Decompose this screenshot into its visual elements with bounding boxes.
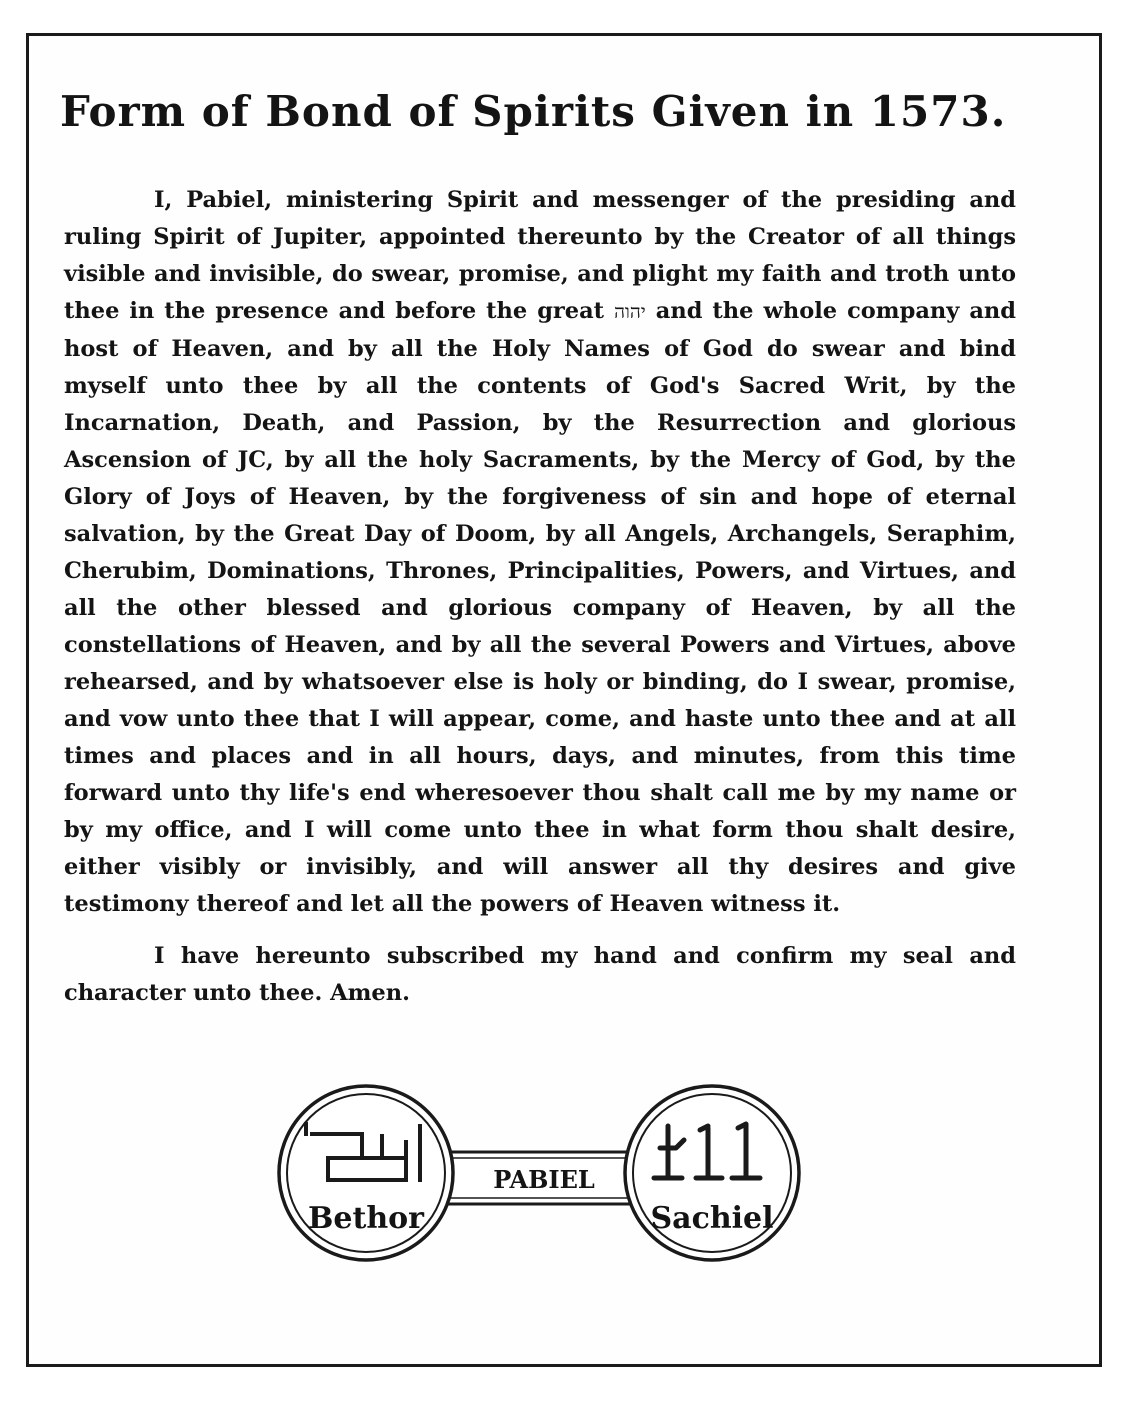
document-body (64, 182, 1016, 1012)
bond-paragraph (64, 182, 1016, 923)
bond-text-before-name: I, Pabiel, ministering Spirit and messenger of the presiding and ruling Spirit of Jupiter, appointed thereunto by the Creator of all things visible and invisible, do swear, promise, and plight my faith and troth unto thee in the presence and before the great (64, 187, 1016, 324)
closing-paragraph: I have hereunto subscribed my hand and confirm my seal and character unto thee. Amen. (64, 943, 1016, 1006)
banner-name-text: PABIEL (493, 1165, 595, 1194)
bond-text-after-name: and the whole company and host of Heaven, and by all the Holy Names of God do swear and bind myself unto thee by all the contents of God's Sacred Writ, by the Incarnation, Death, and Passion, by the Resurrection and glorious Ascension of JC, by all the holy Sacraments, by the Mercy of God, by the Glory of Joys of Heaven, by the forgiveness of sin and hope of eternal salvation, by the Great Day of Doom, by all Angels, Archangels, Seraphim, Cherubim, Dominations, Thrones, Principalities, Powers, and Virtues, and all the other blessed and glorious company of Heaven, by all the constellations of Heaven, and by all the several Powers and Virtues, above rehearsed, and by whatsoever else is holy or binding, do I swear, promise, and vow unto thee that I will appear, come, and haste unto thee and at all times and places and in all hours, days, and minutes, from this time forward unto thy life's end wheresoever thou shalt call me by my name or by my office, and I will come unto thee in what form thou shalt desire, either visibly or invisibly, and will answer all thy desires and give testimony thereof and let all the powers of Heaven witness it. (64, 298, 1016, 917)
bethor-label: Bethor (308, 1201, 424, 1236)
document-title: Form of Bond of Spirits Given in 1573. (60, 87, 1007, 136)
divine-name-hebrew: יהוה (614, 301, 646, 323)
sachiel-sigil-icon (654, 1124, 760, 1178)
sachiel-seal (625, 1086, 799, 1260)
sachiel-label: Sachiel (650, 1201, 774, 1236)
bethor-seal (279, 1086, 453, 1260)
seal-group (270, 1078, 810, 1268)
name-banner (440, 1152, 648, 1204)
